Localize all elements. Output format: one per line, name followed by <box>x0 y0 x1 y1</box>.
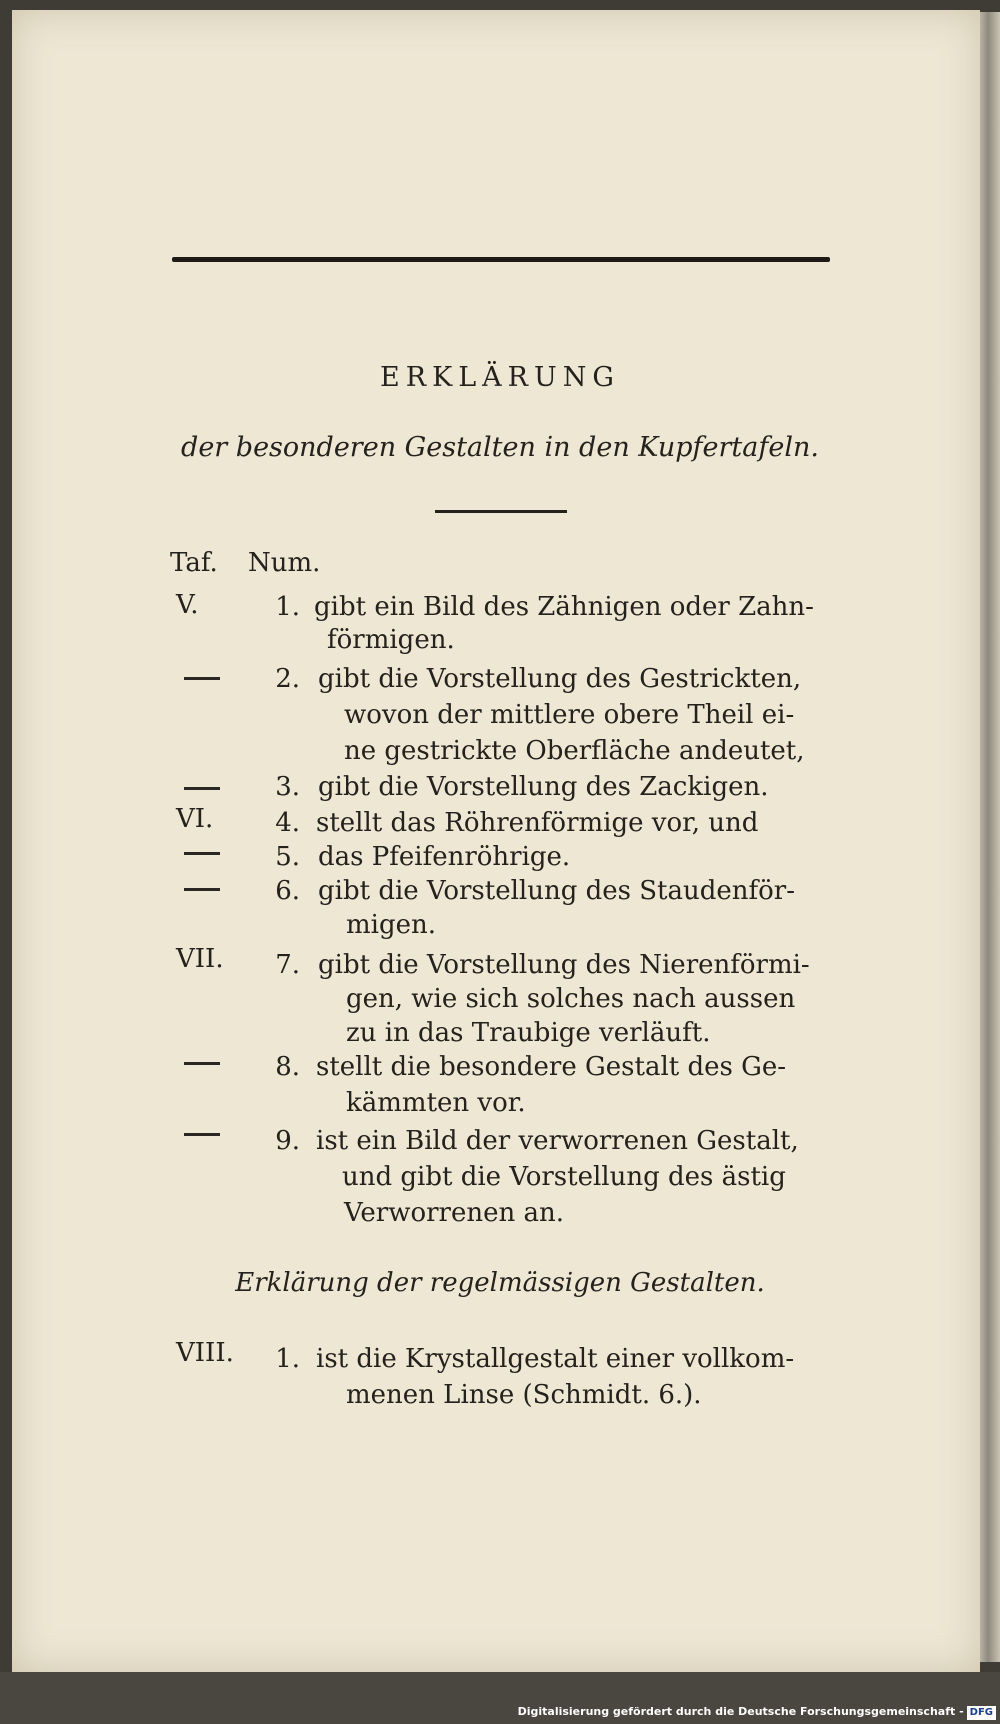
entry-line: migen. <box>346 910 437 940</box>
ditto-dash <box>184 1062 220 1065</box>
entry-number: 8. <box>275 1052 300 1082</box>
entry-number: 3. <box>275 772 300 802</box>
entry-line: Verworrenen an. <box>344 1198 565 1228</box>
entry-number: 1. <box>275 592 300 622</box>
tafel-label: VII. <box>176 944 224 974</box>
entry-line: ist die Krystallgestalt einer vollkom- <box>316 1344 795 1374</box>
entry-line: ne gestrickte Oberfläche andeutet, <box>344 736 805 766</box>
entry-line: stellt die besondere Gestalt des Ge- <box>316 1052 787 1082</box>
entry-line: stellt das Röhrenförmige vor, und <box>316 808 759 838</box>
entry-line: wovon der mittlere obere Theil ei- <box>344 700 795 730</box>
entry-number: 4. <box>275 808 300 838</box>
entry-number: 6. <box>275 876 300 906</box>
ditto-dash <box>184 888 220 891</box>
digitization-footer <box>518 1702 996 1722</box>
footer-text: Digitalisierung gefördert durch die Deutsche Forschungsgemeinschaft - <box>517 1705 964 1718</box>
entry-line: ist ein Bild der verworrenen Gestalt, <box>316 1126 799 1156</box>
entry-line: zu in das Traubige verläuft. <box>346 1018 711 1048</box>
tafel-label: VI. <box>176 804 214 834</box>
entry-number: 1. <box>275 1344 300 1374</box>
column-header-num: Num. <box>248 548 321 578</box>
entry-line: gibt die Vorstellung des Zackigen. <box>318 772 769 802</box>
entry-line: und gibt die Vorstellung des ästig <box>342 1162 786 1192</box>
entry-line: menen Linse (Schmidt. 6.). <box>346 1380 702 1410</box>
ditto-dash <box>184 1133 220 1136</box>
column-header-taf: Taf. <box>170 548 218 578</box>
entry-line: gibt die Vorstellung des Gestrickten, <box>318 664 802 694</box>
ditto-dash <box>184 677 220 680</box>
tafel-label: V. <box>176 590 199 620</box>
ditto-dash <box>184 852 220 855</box>
entry-line: das Pfeifenröhrige. <box>318 842 571 872</box>
tafel-label: VIII. <box>176 1338 234 1368</box>
entry-line: gibt die Vorstellung des Staudenför- <box>318 876 796 906</box>
entry-number: 2. <box>275 664 300 694</box>
entry-line: gibt ein Bild des Zähnigen oder Zahn- <box>314 592 814 622</box>
entry-number: 7. <box>275 950 300 980</box>
page-subheading: der besonderen Gestalten in den Kupfertafeln. <box>181 432 819 463</box>
ditto-dash <box>184 787 220 790</box>
page-heading: ERKLÄRUNG <box>380 362 620 393</box>
entry-number: 9. <box>275 1126 300 1156</box>
entry-line: förmigen. <box>327 625 455 655</box>
entry-line: gibt die Vorstellung des Nierenförmi- <box>318 950 810 980</box>
section-title: Erklärung der regelmässigen Gestalten. <box>235 1268 765 1298</box>
entry-line: kämmten vor. <box>346 1088 526 1118</box>
entry-line: gen, wie sich solches nach aussen <box>346 984 796 1014</box>
entry-number: 5. <box>275 842 300 872</box>
dfg-logo: DFG <box>967 1706 996 1720</box>
